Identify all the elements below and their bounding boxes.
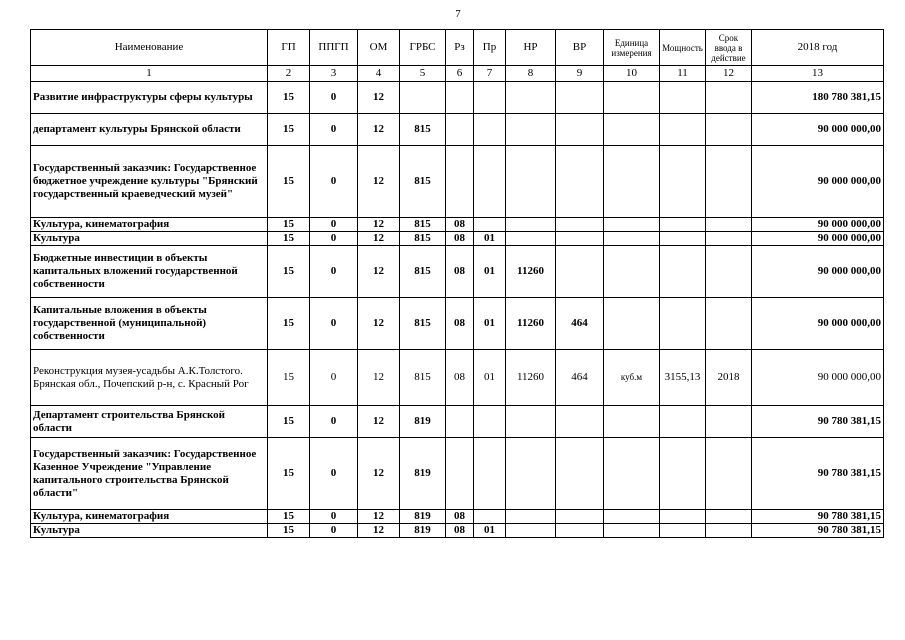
- code-cell: [706, 406, 752, 438]
- code-cell: 0: [310, 350, 358, 406]
- code-cell: 12: [358, 114, 400, 146]
- code-cell: [474, 218, 506, 232]
- table-row: [31, 438, 884, 510]
- amount-cell: 90 000 000,00: [752, 232, 884, 246]
- code-cell: 15: [268, 114, 310, 146]
- row-name-cell: Культура: [31, 524, 268, 538]
- code-cell: 01: [474, 298, 506, 350]
- code-cell: [400, 82, 446, 114]
- amount-cell: 90 000 000,00: [752, 246, 884, 298]
- code-cell: [660, 146, 706, 218]
- code-cell: куб.м: [604, 350, 660, 406]
- code-cell: 12: [358, 232, 400, 246]
- column-number: 8: [506, 66, 556, 82]
- row-name-cell: Реконструкция музея-усадьбы А.К.Толстого. Брянская обл., Почепский р-н, с. Красный Рог: [31, 350, 268, 406]
- code-cell: [446, 82, 474, 114]
- code-cell: 0: [310, 298, 358, 350]
- row-name-cell: Культура, кинематография: [31, 510, 268, 524]
- header-cell: Мощность: [660, 30, 706, 66]
- code-cell: [556, 406, 604, 438]
- code-cell: 12: [358, 524, 400, 538]
- code-cell: [446, 406, 474, 438]
- code-cell: [446, 146, 474, 218]
- code-cell: 0: [310, 524, 358, 538]
- amount-cell: 90 000 000,00: [752, 146, 884, 218]
- code-cell: [660, 298, 706, 350]
- code-cell: [506, 524, 556, 538]
- row-name-cell: Капитальные вложения в объекты государственной (муниципальной) собственности: [31, 298, 268, 350]
- code-cell: [706, 298, 752, 350]
- code-cell: [706, 246, 752, 298]
- code-cell: 11260: [506, 350, 556, 406]
- code-cell: [604, 82, 660, 114]
- code-cell: [706, 438, 752, 510]
- table-row: [31, 406, 884, 438]
- column-number: 7: [474, 66, 506, 82]
- code-cell: 819: [400, 438, 446, 510]
- table-row: [31, 146, 884, 218]
- code-cell: [604, 438, 660, 510]
- column-number: 11: [660, 66, 706, 82]
- table-row: [31, 298, 884, 350]
- code-cell: 15: [268, 438, 310, 510]
- code-cell: 0: [310, 82, 358, 114]
- code-cell: [660, 246, 706, 298]
- column-number: 9: [556, 66, 604, 82]
- column-number: 3: [310, 66, 358, 82]
- code-cell: 15: [268, 146, 310, 218]
- code-cell: [660, 114, 706, 146]
- code-cell: [474, 146, 506, 218]
- code-cell: 01: [474, 232, 506, 246]
- code-cell: 0: [310, 438, 358, 510]
- code-cell: [506, 510, 556, 524]
- code-cell: 815: [400, 232, 446, 246]
- header-cell: Срок ввода в действие: [706, 30, 752, 66]
- header-cell: Рз: [446, 30, 474, 66]
- table-row: [31, 218, 884, 232]
- code-cell: [556, 438, 604, 510]
- code-cell: 15: [268, 82, 310, 114]
- code-cell: [604, 246, 660, 298]
- column-number-row: [31, 66, 884, 82]
- code-cell: [604, 406, 660, 438]
- code-cell: [506, 438, 556, 510]
- table-row: [31, 82, 884, 114]
- code-cell: 15: [268, 218, 310, 232]
- amount-cell: 90 780 381,15: [752, 438, 884, 510]
- budget-table: [30, 29, 884, 538]
- column-number: 4: [358, 66, 400, 82]
- amount-cell: 90 780 381,15: [752, 524, 884, 538]
- code-cell: [506, 232, 556, 246]
- code-cell: [556, 218, 604, 232]
- code-cell: [506, 82, 556, 114]
- code-cell: 819: [400, 510, 446, 524]
- code-cell: [706, 524, 752, 538]
- code-cell: 12: [358, 246, 400, 298]
- code-cell: 12: [358, 146, 400, 218]
- code-cell: 0: [310, 510, 358, 524]
- code-cell: 08: [446, 246, 474, 298]
- code-cell: [604, 298, 660, 350]
- code-cell: [474, 510, 506, 524]
- code-cell: [446, 438, 474, 510]
- code-cell: [474, 438, 506, 510]
- code-cell: [506, 406, 556, 438]
- amount-cell: 90 000 000,00: [752, 350, 884, 406]
- code-cell: [556, 82, 604, 114]
- code-cell: 0: [310, 114, 358, 146]
- code-cell: 15: [268, 298, 310, 350]
- header-cell: Наименование: [31, 30, 268, 66]
- page-number: 7: [455, 8, 461, 20]
- code-cell: 464: [556, 350, 604, 406]
- code-cell: 0: [310, 218, 358, 232]
- amount-cell: 90 000 000,00: [752, 298, 884, 350]
- amount-cell: 90 780 381,15: [752, 406, 884, 438]
- header-cell: Единица измерения: [604, 30, 660, 66]
- code-cell: 819: [400, 406, 446, 438]
- header-cell: Пр: [474, 30, 506, 66]
- code-cell: 08: [446, 298, 474, 350]
- row-name-cell: департамент культуры Брянской области: [31, 114, 268, 146]
- code-cell: 12: [358, 350, 400, 406]
- column-number: 5: [400, 66, 446, 82]
- amount-cell: 90 000 000,00: [752, 114, 884, 146]
- amount-cell: 90 780 381,15: [752, 510, 884, 524]
- column-number: 2: [268, 66, 310, 82]
- code-cell: [604, 510, 660, 524]
- header-cell: ППГП: [310, 30, 358, 66]
- code-cell: [706, 82, 752, 114]
- code-cell: 815: [400, 298, 446, 350]
- code-cell: [604, 114, 660, 146]
- code-cell: [506, 218, 556, 232]
- code-cell: 0: [310, 232, 358, 246]
- code-cell: 15: [268, 246, 310, 298]
- table-row: [31, 350, 884, 406]
- code-cell: [506, 146, 556, 218]
- amount-cell: 180 780 381,15: [752, 82, 884, 114]
- code-cell: 815: [400, 218, 446, 232]
- code-cell: [660, 218, 706, 232]
- code-cell: [474, 406, 506, 438]
- code-cell: [556, 114, 604, 146]
- table-row: [31, 114, 884, 146]
- header-cell: 2018 год: [752, 30, 884, 66]
- code-cell: 12: [358, 82, 400, 114]
- code-cell: [660, 232, 706, 246]
- code-cell: 0: [310, 406, 358, 438]
- row-name-cell: Развитие инфраструктуры сферы культуры: [31, 82, 268, 114]
- code-cell: 15: [268, 406, 310, 438]
- header-cell: НР: [506, 30, 556, 66]
- code-cell: 2018: [706, 350, 752, 406]
- code-cell: 464: [556, 298, 604, 350]
- column-number: 6: [446, 66, 474, 82]
- table-row: [31, 246, 884, 298]
- header-cell: ОМ: [358, 30, 400, 66]
- code-cell: [660, 82, 706, 114]
- code-cell: 01: [474, 524, 506, 538]
- code-cell: 12: [358, 218, 400, 232]
- column-number: 13: [752, 66, 884, 82]
- code-cell: [604, 146, 660, 218]
- code-cell: [474, 82, 506, 114]
- amount-cell: 90 000 000,00: [752, 218, 884, 232]
- code-cell: 11260: [506, 246, 556, 298]
- header-cell: ГП: [268, 30, 310, 66]
- code-cell: 0: [310, 146, 358, 218]
- code-cell: 12: [358, 406, 400, 438]
- code-cell: [660, 510, 706, 524]
- code-cell: 815: [400, 146, 446, 218]
- code-cell: 08: [446, 510, 474, 524]
- code-cell: [660, 524, 706, 538]
- code-cell: [556, 510, 604, 524]
- code-cell: 12: [358, 438, 400, 510]
- code-cell: [706, 114, 752, 146]
- code-cell: 15: [268, 350, 310, 406]
- code-cell: 08: [446, 350, 474, 406]
- code-cell: 819: [400, 524, 446, 538]
- row-name-cell: Государственный заказчик: Государственное Казенное Учреждение "Управление капитального строительства Брянской области": [31, 438, 268, 510]
- code-cell: 815: [400, 114, 446, 146]
- column-number: 1: [31, 66, 268, 82]
- code-cell: 815: [400, 350, 446, 406]
- code-cell: 0: [310, 246, 358, 298]
- code-cell: 12: [358, 298, 400, 350]
- code-cell: [706, 232, 752, 246]
- code-cell: [556, 524, 604, 538]
- code-cell: 01: [474, 350, 506, 406]
- row-name-cell: Культура, кинематография: [31, 218, 268, 232]
- code-cell: [604, 218, 660, 232]
- table-row: [31, 524, 884, 538]
- code-cell: [604, 232, 660, 246]
- row-name-cell: Бюджетные инвестиции в объекты капитальных вложений государственной собственности: [31, 246, 268, 298]
- code-cell: [556, 146, 604, 218]
- row-name-cell: Департамент строительства Брянской области: [31, 406, 268, 438]
- code-cell: [706, 218, 752, 232]
- code-cell: 11260: [506, 298, 556, 350]
- header-cell: ГРБС: [400, 30, 446, 66]
- code-cell: [706, 146, 752, 218]
- code-cell: 12: [358, 510, 400, 524]
- code-cell: 08: [446, 232, 474, 246]
- row-name-cell: Государственный заказчик: Государственное бюджетное учреждение культуры "Брянский государственный краеведческий музей": [31, 146, 268, 218]
- table-row: [31, 232, 884, 246]
- column-number: 10: [604, 66, 660, 82]
- code-cell: 08: [446, 524, 474, 538]
- code-cell: [660, 406, 706, 438]
- column-number: 12: [706, 66, 752, 82]
- code-cell: [474, 114, 506, 146]
- code-cell: [706, 510, 752, 524]
- code-cell: 08: [446, 218, 474, 232]
- code-cell: [506, 114, 556, 146]
- code-cell: [446, 114, 474, 146]
- code-cell: 815: [400, 246, 446, 298]
- table-row: [31, 510, 884, 524]
- code-cell: [660, 438, 706, 510]
- code-cell: 3155,13: [660, 350, 706, 406]
- code-cell: 15: [268, 524, 310, 538]
- code-cell: 15: [268, 232, 310, 246]
- code-cell: [556, 246, 604, 298]
- code-cell: 01: [474, 246, 506, 298]
- header-row: [31, 30, 884, 66]
- code-cell: 15: [268, 510, 310, 524]
- table-body: [31, 82, 884, 538]
- row-name-cell: Культура: [31, 232, 268, 246]
- code-cell: [604, 524, 660, 538]
- code-cell: [556, 232, 604, 246]
- header-cell: ВР: [556, 30, 604, 66]
